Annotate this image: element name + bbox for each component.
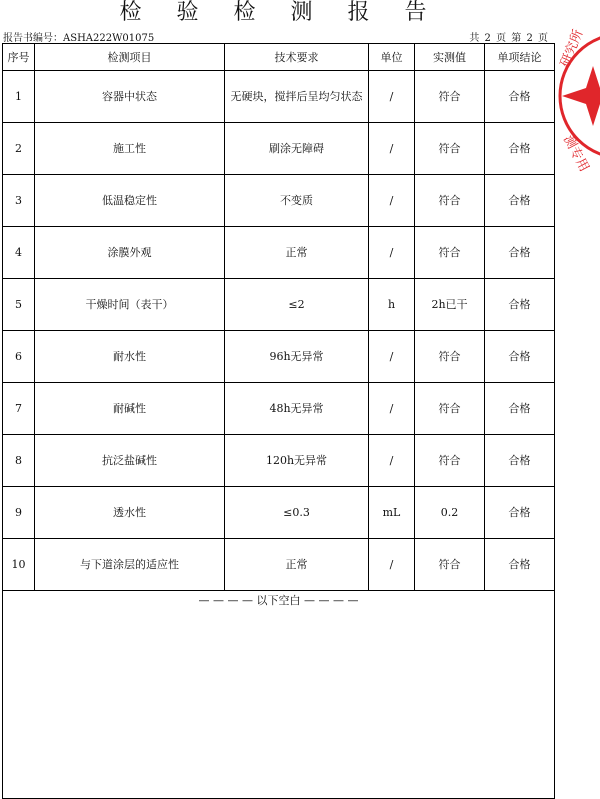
cell-unit: / bbox=[369, 331, 415, 383]
cell-measured: 0.2 bbox=[415, 487, 485, 539]
page-info: 共 2 页 第 2 页 bbox=[469, 33, 548, 44]
cell-item: 涂膜外观 bbox=[35, 227, 225, 279]
cell-conclusion: 合格 bbox=[485, 123, 555, 175]
cell-measured: 符合 bbox=[415, 175, 485, 227]
cell-unit: / bbox=[369, 71, 415, 123]
header-item: 检测项目 bbox=[35, 44, 225, 71]
cell-requirement: 无硬块，搅拌后呈均匀状态 bbox=[225, 71, 369, 123]
cell-no: 9 bbox=[3, 487, 35, 539]
header-measured: 实测值 bbox=[415, 44, 485, 71]
report-title: 检 验 检 测 报 告 bbox=[119, 0, 441, 25]
blank-note: — — — — 以下空白 — — — — bbox=[3, 591, 555, 799]
cell-measured: 符合 bbox=[415, 435, 485, 487]
cell-conclusion: 合格 bbox=[485, 487, 555, 539]
cell-unit: / bbox=[369, 175, 415, 227]
cell-no: 5 bbox=[3, 279, 35, 331]
blank-area-row bbox=[3, 591, 555, 799]
cell-item: 低温稳定性 bbox=[35, 175, 225, 227]
table-row bbox=[3, 279, 555, 331]
cell-item: 耐水性 bbox=[35, 331, 225, 383]
report-number: 报告书编号：ASHA222W01075 bbox=[3, 33, 155, 44]
cell-item: 干燥时间（表干） bbox=[35, 279, 225, 331]
seal-text-top: 研究所 bbox=[557, 27, 587, 70]
cell-item: 容器中状态 bbox=[35, 71, 225, 123]
cell-no: 8 bbox=[3, 435, 35, 487]
cell-conclusion: 合格 bbox=[485, 383, 555, 435]
cell-unit: mL bbox=[369, 487, 415, 539]
header-conclusion: 单项结论 bbox=[485, 44, 555, 71]
cell-measured: 符合 bbox=[415, 71, 485, 123]
cell-no: 2 bbox=[3, 123, 35, 175]
cell-measured: 2h已干 bbox=[415, 279, 485, 331]
cell-unit: / bbox=[369, 123, 415, 175]
cell-unit: / bbox=[369, 435, 415, 487]
seal-text-bottom: 测专用 bbox=[560, 132, 592, 174]
cell-requirement: 刷涂无障碍 bbox=[225, 123, 369, 175]
cell-no: 6 bbox=[3, 331, 35, 383]
cell-requirement: ≤0.3 bbox=[225, 487, 369, 539]
cell-no: 7 bbox=[3, 383, 35, 435]
table-row bbox=[3, 123, 555, 175]
official-seal bbox=[556, 18, 600, 174]
cell-conclusion: 合格 bbox=[485, 279, 555, 331]
cell-measured: 符合 bbox=[415, 331, 485, 383]
header-unit: 单位 bbox=[369, 44, 415, 71]
cell-requirement: 正常 bbox=[225, 539, 369, 591]
table-row bbox=[3, 539, 555, 591]
cell-conclusion: 合格 bbox=[485, 227, 555, 279]
cell-unit: / bbox=[369, 539, 415, 591]
cell-unit: h bbox=[369, 279, 415, 331]
table-row bbox=[3, 71, 555, 123]
cell-conclusion: 合格 bbox=[485, 539, 555, 591]
table-header-row bbox=[3, 44, 555, 71]
cell-no: 1 bbox=[3, 71, 35, 123]
cell-item: 施工性 bbox=[35, 123, 225, 175]
cell-unit: / bbox=[369, 227, 415, 279]
cell-no: 3 bbox=[3, 175, 35, 227]
table-row bbox=[3, 487, 555, 539]
cell-requirement: 正常 bbox=[225, 227, 369, 279]
cell-requirement: 120h无异常 bbox=[225, 435, 369, 487]
cell-item: 透水性 bbox=[35, 487, 225, 539]
cell-unit: / bbox=[369, 383, 415, 435]
cell-measured: 符合 bbox=[415, 227, 485, 279]
cell-item: 抗泛盐碱性 bbox=[35, 435, 225, 487]
cell-item: 与下道涂层的适应性 bbox=[35, 539, 225, 591]
cell-requirement: 48h无异常 bbox=[225, 383, 369, 435]
header-no: 序号 bbox=[3, 44, 35, 71]
cell-requirement: 不变质 bbox=[225, 175, 369, 227]
cell-measured: 符合 bbox=[415, 123, 485, 175]
table-row bbox=[3, 331, 555, 383]
cell-conclusion: 合格 bbox=[485, 71, 555, 123]
cell-measured: 符合 bbox=[415, 539, 485, 591]
table-row bbox=[3, 227, 555, 279]
table-row bbox=[3, 175, 555, 227]
cell-conclusion: 合格 bbox=[485, 175, 555, 227]
cell-conclusion: 合格 bbox=[485, 435, 555, 487]
cell-no: 4 bbox=[3, 227, 35, 279]
cell-no: 10 bbox=[3, 539, 35, 591]
cell-item: 耐碱性 bbox=[35, 383, 225, 435]
header-requirement: 技术要求 bbox=[225, 44, 369, 71]
cell-requirement: 96h无异常 bbox=[225, 331, 369, 383]
table-row bbox=[3, 383, 555, 435]
inspection-table bbox=[2, 43, 555, 799]
cell-requirement: ≤2 bbox=[225, 279, 369, 331]
seal-star-icon bbox=[562, 66, 600, 126]
table-row bbox=[3, 435, 555, 487]
cell-measured: 符合 bbox=[415, 383, 485, 435]
cell-conclusion: 合格 bbox=[485, 331, 555, 383]
